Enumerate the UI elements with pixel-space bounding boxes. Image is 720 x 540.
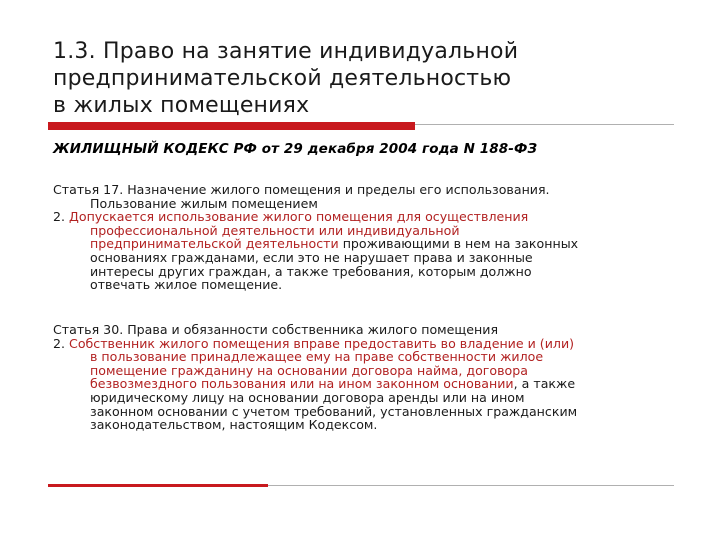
highlighted-text: предпринимательской деятельности bbox=[90, 236, 339, 252]
article-30-title: Статья 30. Права и обязанности собственника жилого помещения bbox=[53, 322, 499, 337]
article-30-item-line: законном основании с учетом требований, установленных гражданским bbox=[90, 403, 578, 419]
title-line-2: предпринимательской деятельностью bbox=[53, 66, 512, 91]
article-17-item-line: основаниях гражданами, если это не нарушает права и законные bbox=[90, 249, 533, 265]
plain-text: проживающими в нем на законных bbox=[338, 236, 579, 252]
law-heading: ЖИЛИЩНЫЙ КОДЕКС РФ от 29 декабря 2004 года N 188-ФЗ bbox=[53, 141, 538, 157]
highlighted-text: помещение гражданину на основании договора найма, договора bbox=[90, 362, 528, 378]
slide-title bbox=[53, 38, 693, 119]
highlighted-text: Допускается использование жилого помещения для осуществления bbox=[69, 209, 529, 225]
article-17-item-line bbox=[53, 210, 693, 224]
article-17-title: Статья 17. Назначение жилого помещения и пределы его использования. bbox=[53, 182, 550, 197]
article-30-item-line bbox=[53, 377, 693, 391]
plain-text: , а также bbox=[513, 376, 576, 392]
title-line-3: в жилых помещениях bbox=[53, 93, 310, 118]
article-30-item-line bbox=[53, 337, 693, 351]
highlighted-text: Собственник жилого помещения вправе предоставить во владение и (или) bbox=[69, 335, 575, 351]
title-line-1: 1.3. Право на занятие индивидуальной bbox=[53, 39, 519, 64]
article-17-item-line bbox=[53, 237, 693, 251]
highlighted-text: в пользование принадлежащее ему на праве собственности жилое bbox=[90, 349, 544, 365]
highlighted-text: безвозмездного пользования или на ином законном основании bbox=[90, 376, 514, 392]
article-30-block bbox=[53, 323, 693, 432]
article-17-block bbox=[53, 183, 693, 292]
footer-divider-accent bbox=[48, 484, 268, 487]
item-number: 2. bbox=[53, 335, 70, 351]
highlighted-text: профессиональной деятельности или индивидуальной bbox=[90, 222, 460, 238]
article-30-item-line: юридическому лицу на основании договора аренды или на ином bbox=[90, 389, 525, 405]
article-17-item-line: интересы других граждан, а также требования, которым должно bbox=[90, 263, 532, 279]
article-17-item-line: отвечать жилое помещение. bbox=[90, 277, 283, 293]
article-17-title-cont: Пользование жилым помещением bbox=[90, 195, 318, 211]
title-divider-accent bbox=[48, 122, 415, 130]
article-30-item-line: законодательством, настоящим Кодексом. bbox=[90, 417, 378, 433]
item-number: 2. bbox=[53, 209, 70, 225]
